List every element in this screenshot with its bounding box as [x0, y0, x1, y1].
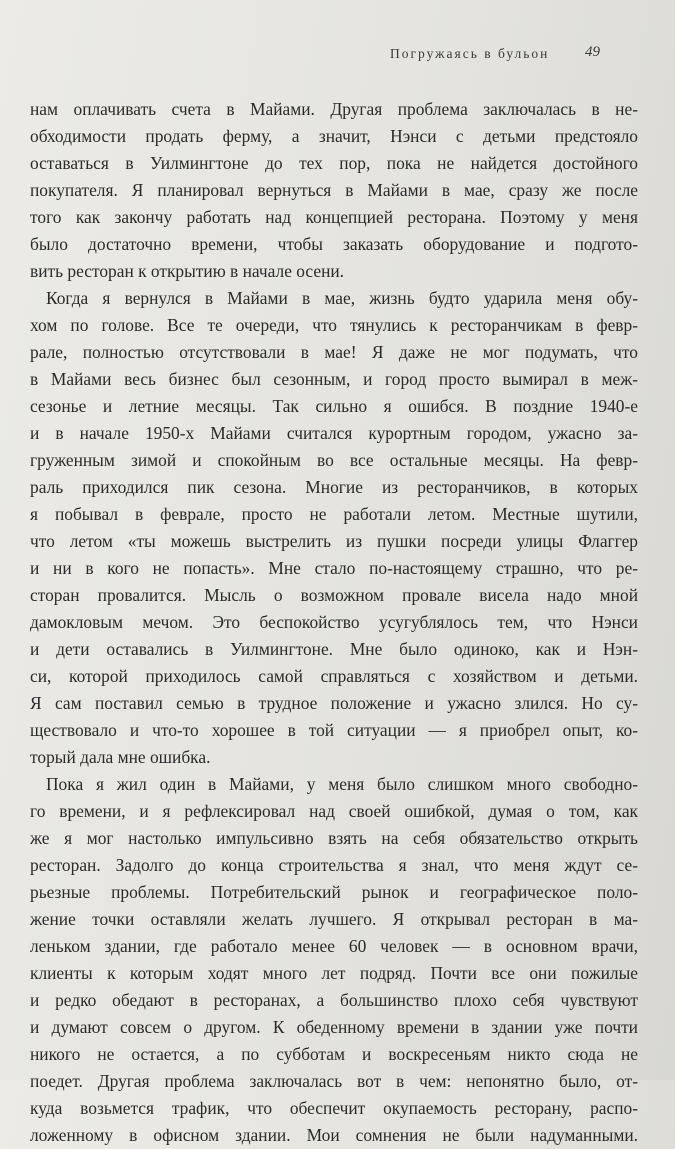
text-line: клиенты к которым ходят много лет подряд. Почти все они пожилые	[30, 963, 638, 983]
text-line: дамокловым мечом. Это беспокойство усугублялось тем, что Нэнси	[30, 612, 638, 632]
text-line: торый дала мне ошибка.	[30, 747, 211, 767]
text-line: рале, полностью отсутствовали в мае! Я даже не мог подумать, что	[30, 342, 638, 362]
text-line: си, которой приходилось самой справляться с хозяйством и детьми.	[30, 666, 638, 686]
text-line: и редко обедают в ресторанах, а большинство плохо себя чувствуют	[30, 990, 638, 1010]
text-line: ществовало и что-то хорошее в той ситуации — я приобрел опыт, ко-	[30, 720, 638, 740]
page-number: 49	[585, 44, 600, 60]
text-line: я побывал в феврале, просто не работали летом. Местные шутили,	[30, 504, 638, 524]
text-line: и в начале 1950-х Майами считался курортным городом, ужасно за-	[30, 423, 638, 443]
text-line: что летом «ты можешь выстрелить из пушки посреди улицы Флаггер	[30, 531, 638, 551]
text-line: куда возьмется трафик, что обеспечит окупаемость ресторану, распо-	[30, 1098, 638, 1118]
text-line: вить ресторан к открытию в начале осени.	[30, 261, 345, 281]
text-line: рьезные проблемы. Потребительский рынок и географическое поло-	[30, 882, 638, 902]
text-line: хом по голове. Все те очереди, что тянулись к ресторанчикам в февр-	[30, 315, 638, 335]
body-text	[30, 96, 638, 1149]
text-line: сторан провалится. Мысль о возможном провале висела надо мной	[30, 585, 638, 605]
text-line: нам оплачивать счета в Майами. Другая проблема заключалась в не-	[30, 99, 638, 119]
text-line: Я сам поставил семью в трудное положение и ужасно злился. Но су-	[30, 693, 638, 713]
text-line: никого не остается, а по субботам и воскресеньям никто сюда не	[30, 1044, 638, 1064]
text-line: и ни в кого не попасть». Мне стало по-настоящему страшно, что ре-	[30, 558, 638, 578]
text-line: сезонье и летние месяцы. Так сильно я ошибся. В поздние 1940-е	[30, 396, 638, 416]
text-line: же я мог настолько импульсивно взять на себя обязательство открыть	[30, 828, 638, 848]
text-line: и дети оставались в Уилмингтоне. Мне было одиноко, как и Нэн-	[30, 639, 638, 659]
text-line: поедет. Другая проблема заключалась вот в чем: непонятно было, от-	[30, 1071, 638, 1091]
text-line: ложенному в офисном здании. Мои сомнения не были надуманными.	[30, 1125, 638, 1145]
text-line: оставаться в Уилмингтоне до тех пор, пока не найдется достойного	[30, 153, 638, 173]
text-line: того как закончу работать над концепцией ресторана. Поэтому у меня	[30, 207, 638, 227]
text-line: было достаточно времени, чтобы заказать оборудование и подгото-	[30, 234, 638, 254]
text-line: леньком здании, где работало менее 60 человек — в основном врачи,	[30, 936, 638, 956]
text-line: го времени, и я рефлексировал над своей ошибкой, думая о том, как	[30, 801, 638, 821]
running-title: Погружаясь в бульон	[390, 46, 550, 61]
paragraph-first-line: Пока я жил один в Майами, у меня было слишком много свободно-	[46, 774, 638, 794]
text-line: и думают совсем о другом. К обеденному времени в здании уже почти	[30, 1017, 638, 1037]
text-line: в Майами весь бизнес был сезонным, и город просто вымирал в меж-	[30, 369, 638, 389]
text-line: жение точки оставляли желать лучшего. Я открывал ресторан в ма-	[30, 909, 638, 929]
text-line: обходимости продать ферму, а значит, Нэнси с детьми предстояло	[30, 126, 638, 146]
text-line: раль приходился пик сезона. Многие из ресторанчиков, в которых	[30, 477, 638, 497]
text-line: груженным зимой и спокойным во все остальные месяцы. На февр-	[30, 450, 638, 470]
text-line: ресторан. Задолго до конца строительства я знал, что меня ждут се-	[30, 855, 638, 875]
paragraph-first-line: Когда я вернулся в Майами в мае, жизнь будто ударила меня обу-	[46, 288, 638, 308]
text-line: покупателя. Я планировал вернуться в Майами в мае, сразу же после	[30, 180, 638, 200]
